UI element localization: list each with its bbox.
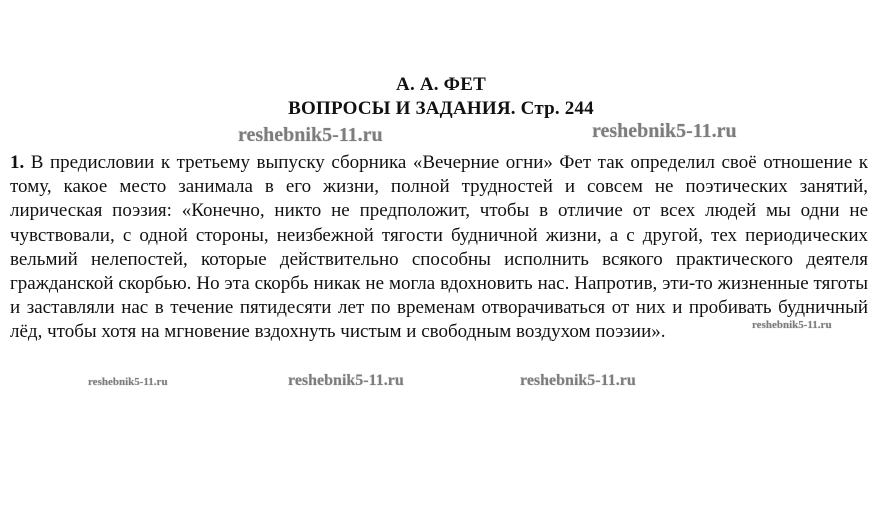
author-heading: А. А. ФЕТ <box>396 74 486 95</box>
watermark-text: reshebnik5-11.ru <box>238 124 383 146</box>
watermark-text: reshebnik5-11.ru <box>88 376 168 388</box>
watermark-text: reshebnik5-11.ru <box>520 372 636 389</box>
watermark-text: reshebnik5-11.ru <box>592 120 737 142</box>
section-heading: ВОПРОСЫ И ЗАДАНИЯ. Стр. 244 <box>288 98 594 119</box>
question-number: 1. <box>10 152 25 173</box>
question-paragraph <box>10 151 868 345</box>
watermark-text: reshebnik5-11.ru <box>752 319 832 331</box>
watermark-text: reshebnik5-11.ru <box>288 372 404 389</box>
question-text: В предисловии к третьему выпуску сборника «Вечерние огни» Фет так определил своё отношение к тому, какое место занимала в его жизни, полной трудностей и совсем не поэтических занятий, лирическая поэзия: «Конечно, никто не предположит, чтобы в отличие от всех людей мы одни не чувствовали, с одной стороны, неизбежной тягости будничной жизни, а с другой, тех периодических вельмий нелепостей, которые действительно способны исполнить всякого практического деятеля гражданской скорбью. Но эта скорбь никак не могла вдохновить нас. Напротив, эти-то жизненные тяготы и заставляли нас в течение пятидесяти лет по временам отворачиваться от них и пробивать будничный лёд, чтобы хотя на мгновение вздохнуть чистым и свободным воздухом поэзии». <box>10 152 868 343</box>
